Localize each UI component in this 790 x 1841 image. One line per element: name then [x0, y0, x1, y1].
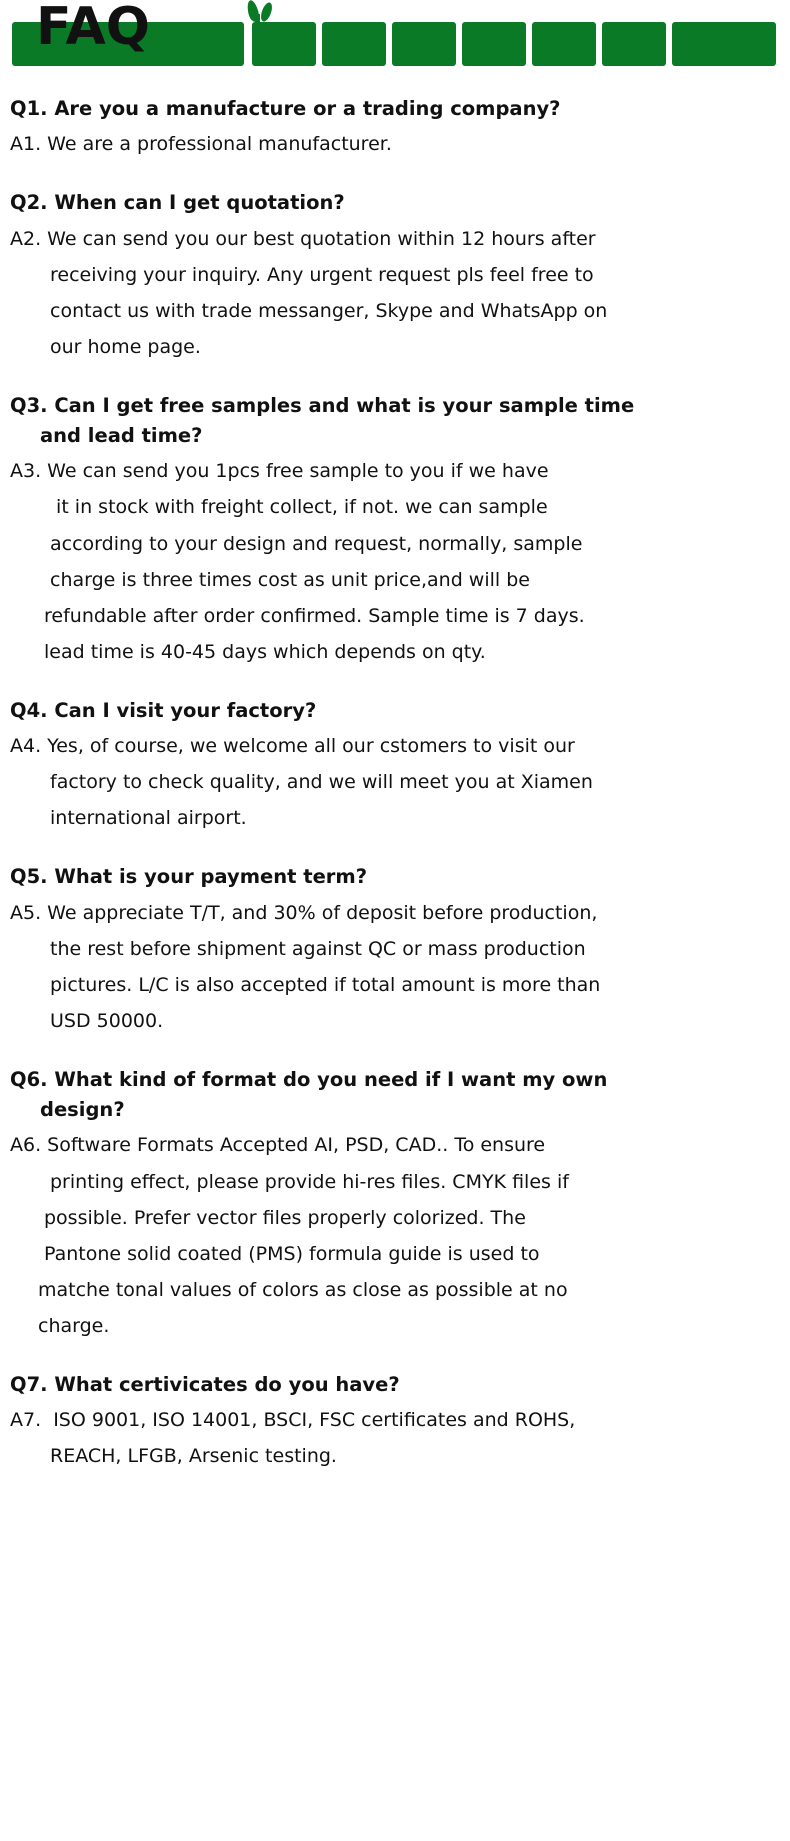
faq-answer-line: our home page. — [50, 335, 201, 358]
faq-item — [10, 862, 780, 1039]
faq-answer-line: A3. We can send you 1pcs free sample to you if we have — [10, 460, 549, 483]
faq-question-line: Q2. When can I get quotation? — [10, 191, 345, 215]
faq-answer-line: A6. Software Formats Accepted AI, PSD, CAD.. To ensure — [10, 1134, 546, 1157]
faq-question-line: Q4. Can I visit your factory? — [10, 698, 317, 722]
faq-answer-line: A7. ISO 9001, ISO 14001, BSCI, FSC certificates and ROHS, — [10, 1409, 576, 1432]
faq-question-line: Q7. What certivicates do you have? — [10, 1373, 400, 1396]
faq-answer-line: it in stock with freight collect, if not. we can sample — [50, 496, 548, 519]
faq-answer-line: international airport. — [50, 807, 247, 830]
faq-answer-line: according to your design and request, normally, sample — [50, 532, 583, 555]
faq-item — [10, 696, 780, 837]
faq-list — [0, 76, 790, 1474]
faq-item — [10, 94, 780, 162]
faq-answer-line: A4. Yes, of course, we welcome all our cstomers to visit our — [10, 735, 575, 758]
faq-answer-line: Pantone solid coated (PMS) formula guide is used to — [44, 1242, 540, 1265]
faq-question-line: Q3. Can I get free samples and what is your sample time — [10, 393, 635, 417]
faq-answer — [10, 1127, 780, 1344]
faq-answer-line: factory to check quality, and we will meet you at Xiamen — [50, 771, 593, 794]
faq-question-line: design? — [40, 1098, 125, 1122]
faq-answer — [10, 895, 780, 1039]
faq-answer-line: contact us with trade messanger, Skype and WhatsApp on — [50, 299, 608, 322]
faq-question — [10, 862, 780, 892]
faq-item — [10, 1065, 780, 1344]
bamboo-leaf-icon — [255, 14, 260, 26]
faq-question — [10, 696, 780, 726]
faq-answer — [10, 126, 780, 162]
faq-question-line: and lead time? — [40, 424, 203, 448]
faq-answer-line: matche tonal values of colors as close as possible at no — [38, 1278, 568, 1301]
faq-answer-line: A5. We appreciate T/T, and 30% of deposit before production, — [10, 901, 598, 924]
faq-item — [10, 188, 780, 365]
faq-answer-line: A2. We can send you our best quotation within 12 hours after — [10, 227, 596, 250]
faq-answer-line: REACH, LFGB, Arsenic testing. — [50, 1445, 337, 1468]
faq-answer-line: lead time is 40-45 days which depends on qty. — [44, 640, 486, 663]
faq-answer-line: possible. Prefer vector files properly colorized. The — [44, 1206, 526, 1229]
faq-question — [10, 1065, 780, 1125]
faq-answer-line: charge. — [38, 1314, 110, 1337]
faq-answer-line: charge is three times cost as unit price,and will be — [50, 568, 530, 591]
bamboo-leaf-icon — [259, 1, 274, 23]
faq-answer — [10, 1402, 780, 1474]
faq-answer-line: the rest before shipment against QC or mass production — [50, 937, 586, 960]
faq-item — [10, 1370, 780, 1474]
faq-answer-line: refundable after order confirmed. Sample time is 7 days. — [44, 604, 585, 627]
faq-question — [10, 188, 780, 218]
faq-answer — [10, 728, 780, 836]
faq-question — [10, 94, 780, 124]
faq-item — [10, 391, 780, 670]
faq-question-line: Q5. What is your payment term? — [10, 865, 368, 889]
faq-banner — [0, 0, 790, 76]
faq-answer — [10, 453, 780, 670]
faq-answer-line: A1. We are a professional manufacturer. — [10, 133, 392, 156]
faq-answer-line: printing effect, please provide hi-res files. CMYK files if — [50, 1170, 569, 1193]
faq-question — [10, 1370, 780, 1400]
faq-answer-line: receiving your inquiry. Any urgent request pls feel free to — [50, 263, 594, 286]
faq-answer — [10, 221, 780, 365]
page-title: FAQ — [36, 0, 151, 57]
faq-answer-line: USD 50000. — [50, 1009, 164, 1032]
faq-question-line: Q6. What kind of format do you need if I want my own — [10, 1068, 608, 1091]
faq-answer-line: pictures. L/C is also accepted if total amount is more than — [50, 973, 601, 996]
faq-question — [10, 391, 780, 451]
faq-question-line: Q1. Are you a manufacture or a trading company? — [10, 97, 561, 120]
